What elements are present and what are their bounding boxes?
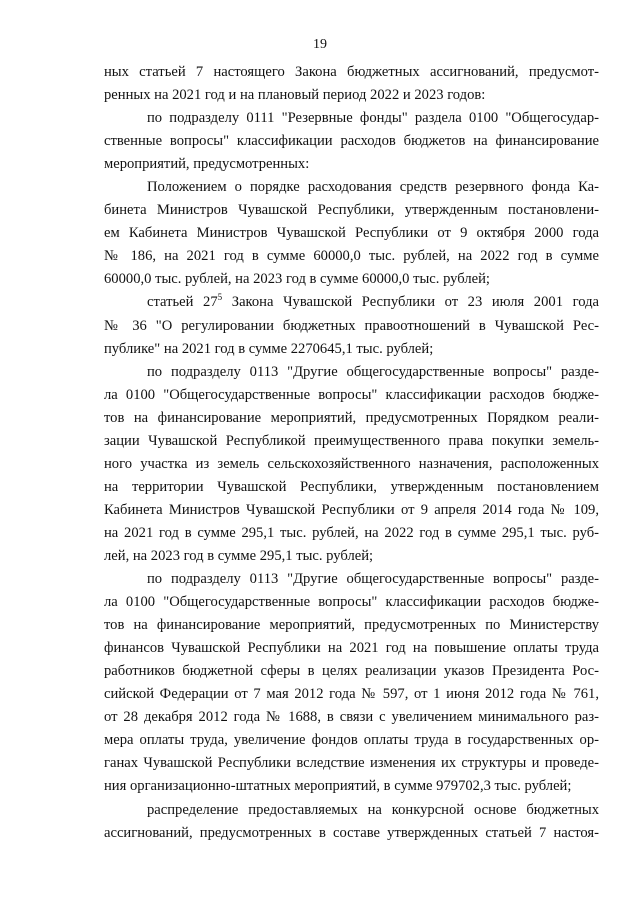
text-line: № 36 "О регулировании бюджетных правоотношений в Чувашской Рес- [104, 317, 599, 334]
text-line: лей, на 2023 год в сумме 295,1 тыс. рублей; [104, 547, 374, 564]
text-line: бинета Министров Чувашской Республики, утвержденным постановлени- [104, 202, 599, 219]
text-line: ла 0100 "Общегосударственные вопросы" классификации расходов бюдже- [104, 386, 599, 403]
text-line: ных статьей 7 настоящего Закона бюджетных ассигнований, предусмот- [104, 64, 599, 80]
text-line: мероприятий, предусмотренных: [104, 156, 310, 173]
text-line: работников бюджетной сферы в целях реализации указов Президента Рос- [104, 663, 599, 680]
text-line: ассигнований, предусмотренных в составе утвержденных статьей 7 настоя- [104, 824, 599, 841]
paragraph-salary-increase [104, 568, 599, 798]
paragraph-reserve-funds [104, 107, 599, 176]
text-line: распределение предоставляемых на конкурсной основе бюджетных [147, 801, 599, 818]
text-line: финансов Чувашской Республики на 2021 год на повышение оплаты труда [104, 640, 599, 657]
text-line: 60000,0 тыс. рублей, на 2023 год в сумме 60000,0 тыс. рублей; [104, 271, 490, 288]
page-number: 19 [313, 37, 327, 52]
text-line: на территории Чувашской Республики, утвержденным постановлением [104, 478, 599, 495]
text-line: от 28 декабря 2012 года № 1688, в связи с увеличением минимального раз- [104, 709, 599, 726]
text-line: мера оплаты труда, увеличение фондов оплаты труда в государственных ор- [104, 732, 599, 749]
text-line: на 2021 год в сумме 295,1 тыс. рублей, на 2022 год в сумме 295,1 тыс. руб- [104, 524, 599, 541]
paragraph-land-purchase [104, 361, 599, 568]
text-line: по подразделу 0113 "Другие общегосударственные вопросы" разде- [147, 363, 599, 380]
text-line: сийской Федерации от 7 мая 2012 года № 597, от 1 июня 2012 года № 761, [104, 686, 599, 703]
text-line: ем Кабинета Министров Чувашской Республики от 9 октября 2000 года [104, 225, 599, 242]
document-body [104, 61, 599, 845]
text-line: ного участка из земель сельскохозяйственного назначения, расположенных [104, 455, 599, 472]
text-line: по подразделу 0111 "Резервные фонды" раздела 0100 "Общегосудар- [147, 110, 599, 127]
text-line: ренных на 2021 год и на плановый период 2022 и 2023 годов: [104, 87, 486, 104]
text-line: тов на финансирование мероприятий, предусмотренных Порядком реали- [104, 409, 599, 426]
text-line: ганах Чувашской Республики вследствие изменения их структуры и проведе- [104, 755, 599, 772]
superscript: 5 [217, 292, 223, 303]
text-line: зации Чувашской Республикой преимущественного права покупки земель- [104, 432, 599, 449]
text-line: Положением о порядке расходования средств резервного фонда Ка- [147, 179, 599, 196]
text-line: по подразделу 0113 "Другие общегосударственные вопросы" разде- [147, 571, 599, 588]
text-line: тов на финансирование мероприятий, предусмотренных по Министерству [104, 617, 599, 634]
text-line: ния организационно-штатных мероприятий, в сумме 979702,3 тыс. рублей; [104, 778, 572, 795]
paragraph-reserve-regulation [104, 176, 599, 291]
paragraph-article-27-5 [104, 291, 599, 360]
paragraph-continuation [104, 61, 599, 107]
text-line: публике" на 2021 год в сумме 2270645,1 тыс. рублей; [104, 340, 434, 357]
text-line: Кабинета Министров Чувашской Республики от 9 апреля 2014 года № 109, [104, 501, 599, 518]
text-line [104, 291, 599, 314]
text-fragment: статьей 27 [147, 294, 218, 311]
text-line: № 186, на 2021 год в сумме 60000,0 тыс. рублей, на 2022 год в сумме [104, 248, 599, 265]
text-line: ла 0100 "Общегосударственные вопросы" классификации расходов бюдже- [104, 594, 599, 611]
paragraph-competitive-distribution [104, 799, 599, 845]
text-fragment: Закона Чувашской Республики от 23 июля 2001 года [222, 294, 599, 311]
text-line: ственные вопросы" классификации расходов бюджетов на финансирование [104, 133, 599, 150]
